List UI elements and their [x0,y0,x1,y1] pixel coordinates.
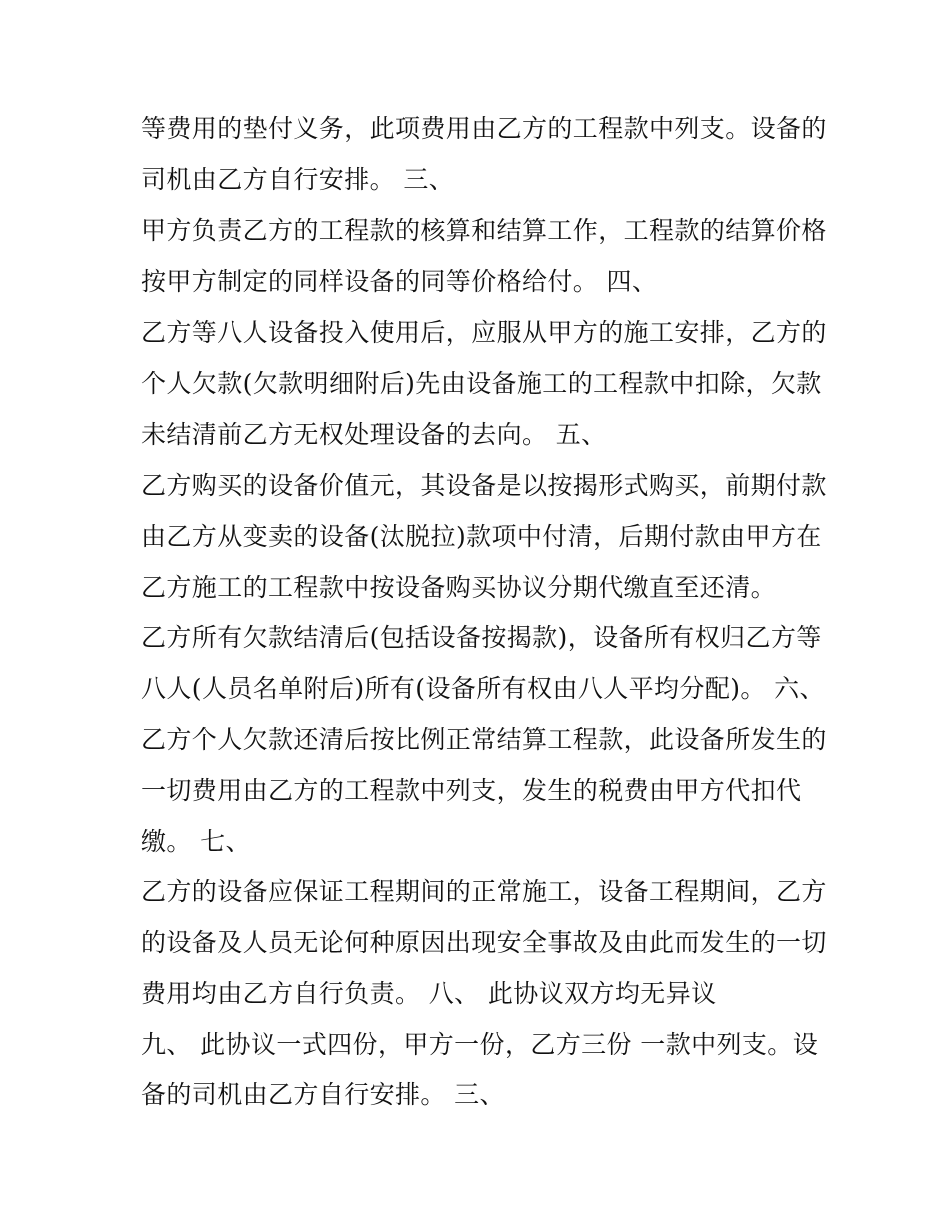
text-line: 乙方施工的工程款中按设备购买协议分期代缴直至还清。 [141,573,777,602]
text-line: 备的司机由乙方自行安排。 三、 [141,1080,505,1109]
text-line: 乙方等八人设备投入使用后，应服从甲方的施工安排，乙方的 [141,318,827,347]
text-line: 乙方的设备应保证工程期间的正常施工，设备工程期间，乙方 [141,877,827,906]
text-line: 甲方负责乙方的工程款的核算和结算工作，工程款的结算价格 [141,216,827,245]
text-line: 一切费用由乙方的工程款中列支，发生的税费由甲方代扣代 [141,776,802,805]
text-line: 由乙方从变卖的设备(汰脱拉)款项中付清，后期付款由甲方在 [141,522,822,551]
text-line: 等费用的垫付义务，此项费用由乙方的工程款中列支。设备的 [141,114,827,143]
text-line: 的设备及人员无论何种原因出现安全事故及由此而发生的一切 [141,928,827,957]
text-line: 八人(人员名单附后)所有(设备所有权由八人平均分配)。 六、 [141,674,825,703]
text-line: 未结清前乙方无权处理设备的去向。 五、 [141,420,607,449]
text-line: 司机由乙方自行安排。 三、 [141,165,455,194]
text-line: 按甲方制定的同样设备的同等价格给付。 四、 [141,267,658,296]
text-line: 缴。 七、 [141,827,251,856]
text-line: 乙方所有欠款结清后(包括设备按揭款)，设备所有权归乙方等 [141,623,822,652]
text-line: 个人欠款(欠款明细附后)先由设备施工的工程款中扣除，欠款 [141,369,822,398]
text-line: 费用均由乙方自行负责。 八、 此协议双方均无异议 [141,979,717,1008]
text-line: 九、 此协议一式四份，甲方一份，乙方三份 一款中列支。设 [141,1030,819,1059]
text-line: 乙方购买的设备价值元，其设备是以按揭形式购买，前期付款 [141,471,827,500]
text-line: 乙方个人欠款还清后按比例正常结算工程款，此设备所发生的 [141,725,827,754]
